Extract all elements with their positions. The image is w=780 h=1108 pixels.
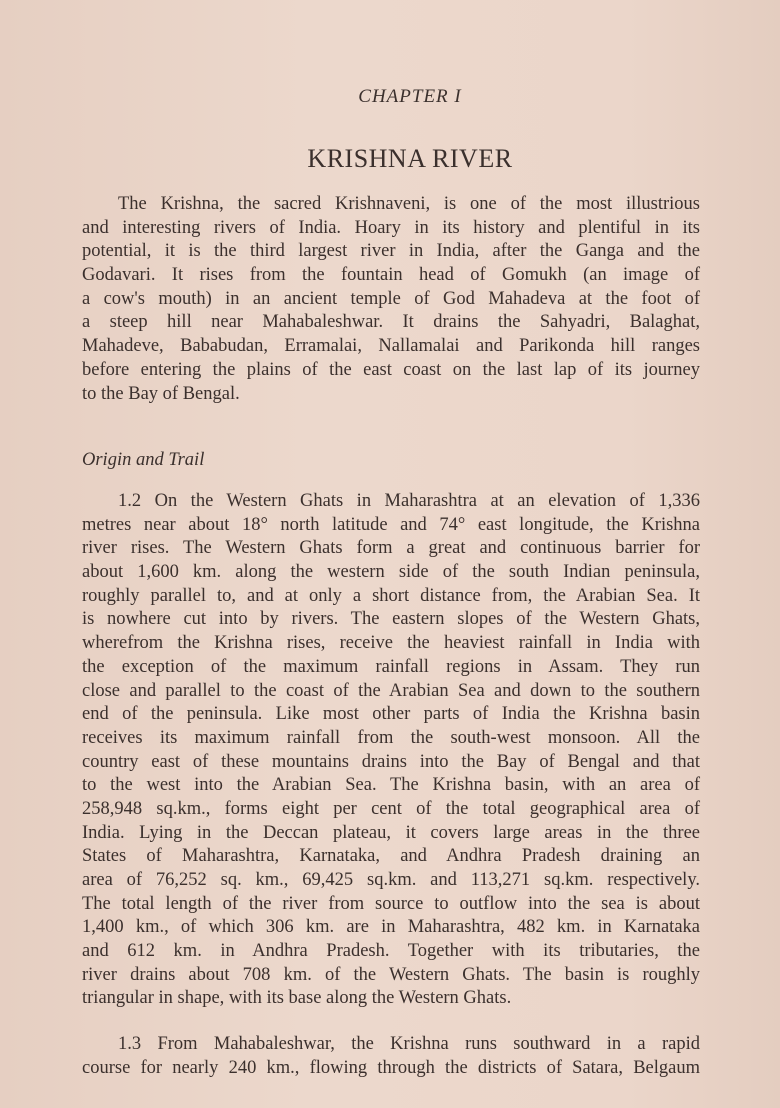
text-line: India. Lying in the Deccan plateau, it covers large areas in the three [82, 822, 700, 843]
text-line: potential, it is the third largest river in India, after the Ganga and the [82, 241, 700, 262]
section-heading: Origin and Trail [82, 450, 205, 470]
text-line: a steep hill near Mahabaleshwar. It drains the Sahyadri, Balaghat, [82, 312, 700, 333]
paragraph-1-3 [82, 1033, 700, 1080]
text-line: is nowhere cut into by rivers. The eastern slopes of the Western Ghats, [82, 609, 700, 630]
text-line: before entering the plains of the east coast on the last lap of its journey [82, 359, 700, 380]
text-line: about 1,600 km. along the western side of the south Indian peninsula, [82, 562, 700, 583]
text-line: a cow's mouth) in an ancient temple of God Mahadeva at the foot of [82, 288, 700, 309]
text-line: Mahadeve, Bababudan, Erramalai, Nallamalai and Parikonda hill ranges [82, 336, 700, 357]
text-line: river rises. The Western Ghats form a great and continuous barrier for [82, 538, 700, 559]
text-line: roughly parallel to, and at only a short distance from, the Arabian Sea. It [82, 585, 700, 606]
text-line: 1.2 On the Western Ghats in Maharashtra at an elevation of 1,336 [118, 491, 700, 511]
text-line: and interesting rivers of India. Hoary in its history and plentiful in its [82, 217, 700, 238]
text-line: wherefrom the Krishna rises, receive the heaviest rainfall in India with [82, 633, 700, 654]
text-line: area of 76,252 sq. km., 69,425 sq.km. and 113,271 sq.km. respectively. [82, 870, 700, 890]
paragraph-intro [82, 193, 700, 406]
text-line: river drains about 708 km. of the Western Ghats. The basin is roughly [82, 964, 700, 985]
text-line: States of Maharashtra, Karnataka, and Andhra Pradesh draining an [82, 846, 700, 867]
text-line: close and parallel to the coast of the Arabian Sea and down to the southern [82, 680, 700, 701]
text-line: metres near about 18° north latitude and 74° east longitude, the Krishna [82, 514, 700, 535]
text-line: The Krishna, the sacred Krishnaveni, is one of the most illustrious [118, 194, 700, 214]
text-line: 1.3 From Mahabaleshwar, the Krishna runs southward in a rapid [118, 1034, 700, 1054]
paragraph-1-2 [82, 490, 700, 1011]
text-line: 258,948 sq.km., forms eight per cent of the total geographical area of [82, 798, 700, 819]
chapter-title: KRISHNA RIVER [307, 144, 513, 173]
text-line: to the west into the Arabian Sea. The Krishna basin, with an area of [82, 775, 700, 796]
text-line: the exception of the maximum rainfall regions in Assam. They run [82, 656, 700, 677]
text-line: to the Bay of Bengal. [82, 383, 240, 404]
text-line: course for nearly 240 km., flowing through the districts of Satara, Belgaum [82, 1057, 700, 1078]
text-line: receives its maximum rainfall from the south-west monsoon. All the [82, 727, 700, 748]
text-line: Godavari. It rises from the fountain head of Gomukh (an image of [82, 265, 700, 286]
text-line: triangular in shape, with its base along the Western Ghats. [82, 988, 512, 1009]
text-line: country east of these mountains drains into the Bay of Bengal and that [82, 751, 700, 772]
text-line: and 612 km. in Andhra Pradesh. Together with its tributaries, the [82, 941, 700, 962]
text-line: The total length of the river from source to outflow into the sea is about [82, 893, 700, 914]
chapter-label: CHAPTER I [358, 86, 462, 107]
text-line: end of the peninsula. Like most other parts of India the Krishna basin [82, 704, 700, 725]
text-line: 1,400 km., of which 306 km. are in Maharashtra, 482 km. in Karnataka [82, 917, 700, 938]
